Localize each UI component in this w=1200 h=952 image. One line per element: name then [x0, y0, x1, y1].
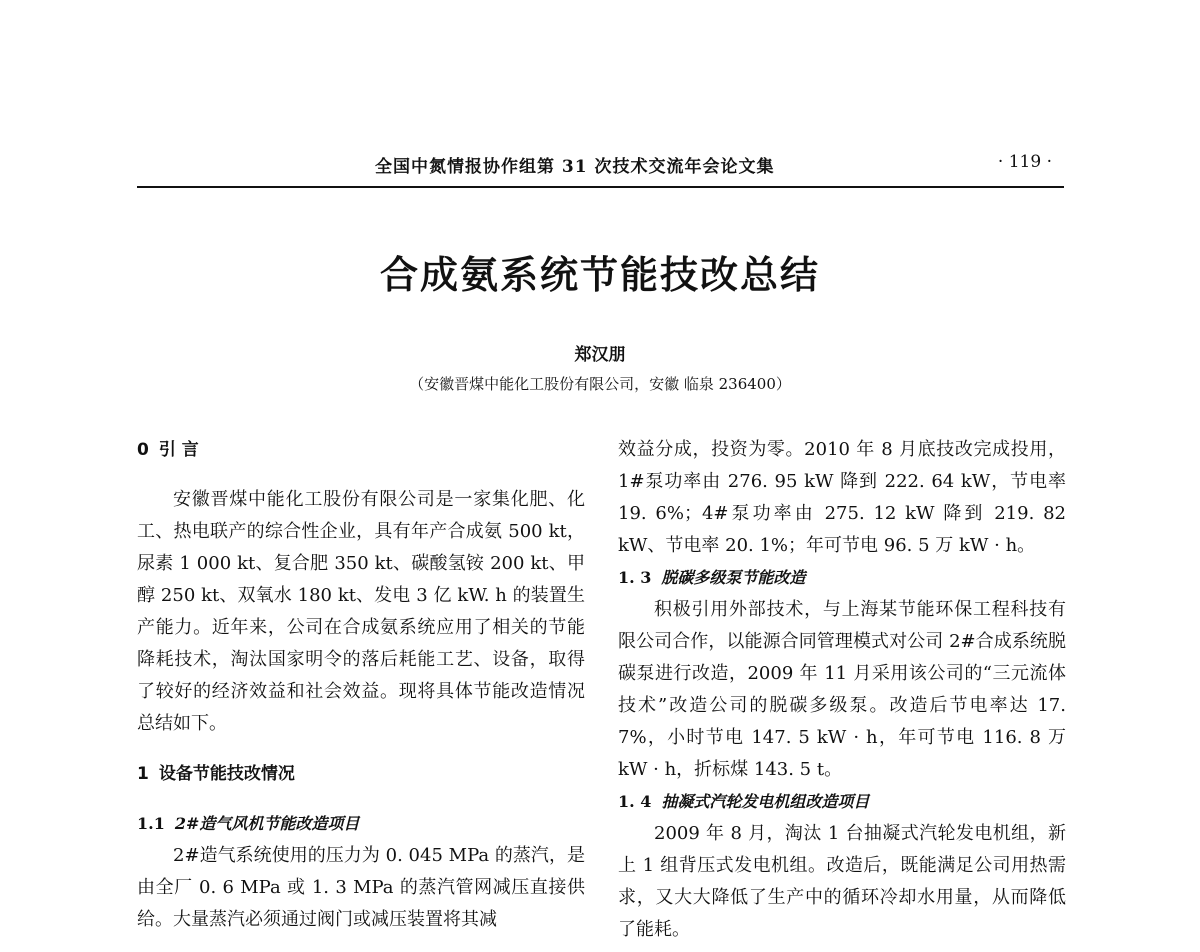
right-column: [618, 434, 1066, 946]
subsection-title: 抽凝式汽轮发电机组改造项目: [661, 792, 870, 811]
running-header: [137, 152, 1064, 188]
subsection-1-3-heading: [618, 562, 1066, 594]
section-number: 1: [137, 764, 149, 784]
subsection-number: 1. 4: [618, 792, 652, 811]
section-title: 引 言: [158, 440, 199, 460]
section-title: 设备节能技改情况: [158, 764, 295, 784]
subsection-number: 1.1: [137, 814, 165, 833]
section-0-heading: [137, 434, 585, 466]
subsection-title: 脱碳多级泵节能改造: [661, 568, 806, 587]
intro-paragraph: 安徽晋煤中能化工股份有限公司是一家集化肥、化工、热电联产的综合性企业，具有年产合成氨 500 kt，尿素 1 000 kt、复合肥 350 kt、碳酸氢铵 200 kt、甲醇 250 kt、双氧水 180 kt、发电 3 亿 kW. h 的装置生产能力。近年来，公司在合成氨系统应用了相关的节能降耗技术，淘汰国家明令的落后耗能工艺、设备，取得了较好的经济效益和社会效益。现将具体节能改造情况总结如下。: [137, 489, 585, 734]
subsection-1-4-paragraph: 2009 年 8 月，淘汰 1 台抽凝式汽轮发电机组，新上 1 组背压式发电机组。改造后，既能满足公司用热需求，又大大降低了生产中的循环冷却水用量，从而降低了能耗。: [618, 823, 1066, 940]
subsection-1-4-heading: [618, 786, 1066, 818]
subsection-number: 1. 3: [618, 568, 652, 587]
subsection-title: 2#造气风机节能改造项目: [174, 814, 360, 833]
section-number: 0: [137, 440, 149, 460]
paper-title: 合成氨系统节能技改总结: [379, 252, 820, 297]
author-affiliation: （安徽晋煤中能化工股份有限公司，安徽 临泉 236400）: [409, 375, 791, 393]
continued-paragraph: 效益分成，投资为零。2010 年 8 月底技改完成投用，1#泵功率由 276. 95 kW 降到 222. 64 kW，节电率 19. 6%；4#泵功率由 275. 12 kW 降到 219. 82 kW、节电率 20. 1%；年可节电 96. 5 万 kW · h。: [618, 439, 1066, 556]
page-number: · 119 ·: [997, 152, 1052, 172]
author-name: 郑汉朋: [574, 345, 626, 365]
subsection-1-1-paragraph: 2#造气系统使用的压力为 0. 045 MPa 的蒸汽，是由全厂 0. 6 MPa 或 1. 3 MPa 的蒸汽管网减压直接供给。大量蒸汽必须通过阀门或减压装置将其减: [137, 845, 585, 930]
subsection-1-1-heading: [137, 808, 585, 840]
journal-title: 全国中氮情报协作组第 31 次技术交流年会论文集: [375, 157, 775, 177]
section-1-heading: [137, 758, 585, 790]
left-column: [137, 434, 585, 936]
subsection-1-3-paragraph: 积极引用外部技术，与上海某节能环保工程科技有限公司合作，以能源合同管理模式对公司 2#合成系统脱碳泵进行改造，2009 年 11 月采用该公司的“三元流体技术”改造公司的脱碳多级泵。改造后节电率达 17. 7%，小时节电 147. 5 kW · h，年可节电 116. 8 万 kW · h，折标煤 143. 5 t。: [618, 599, 1066, 780]
